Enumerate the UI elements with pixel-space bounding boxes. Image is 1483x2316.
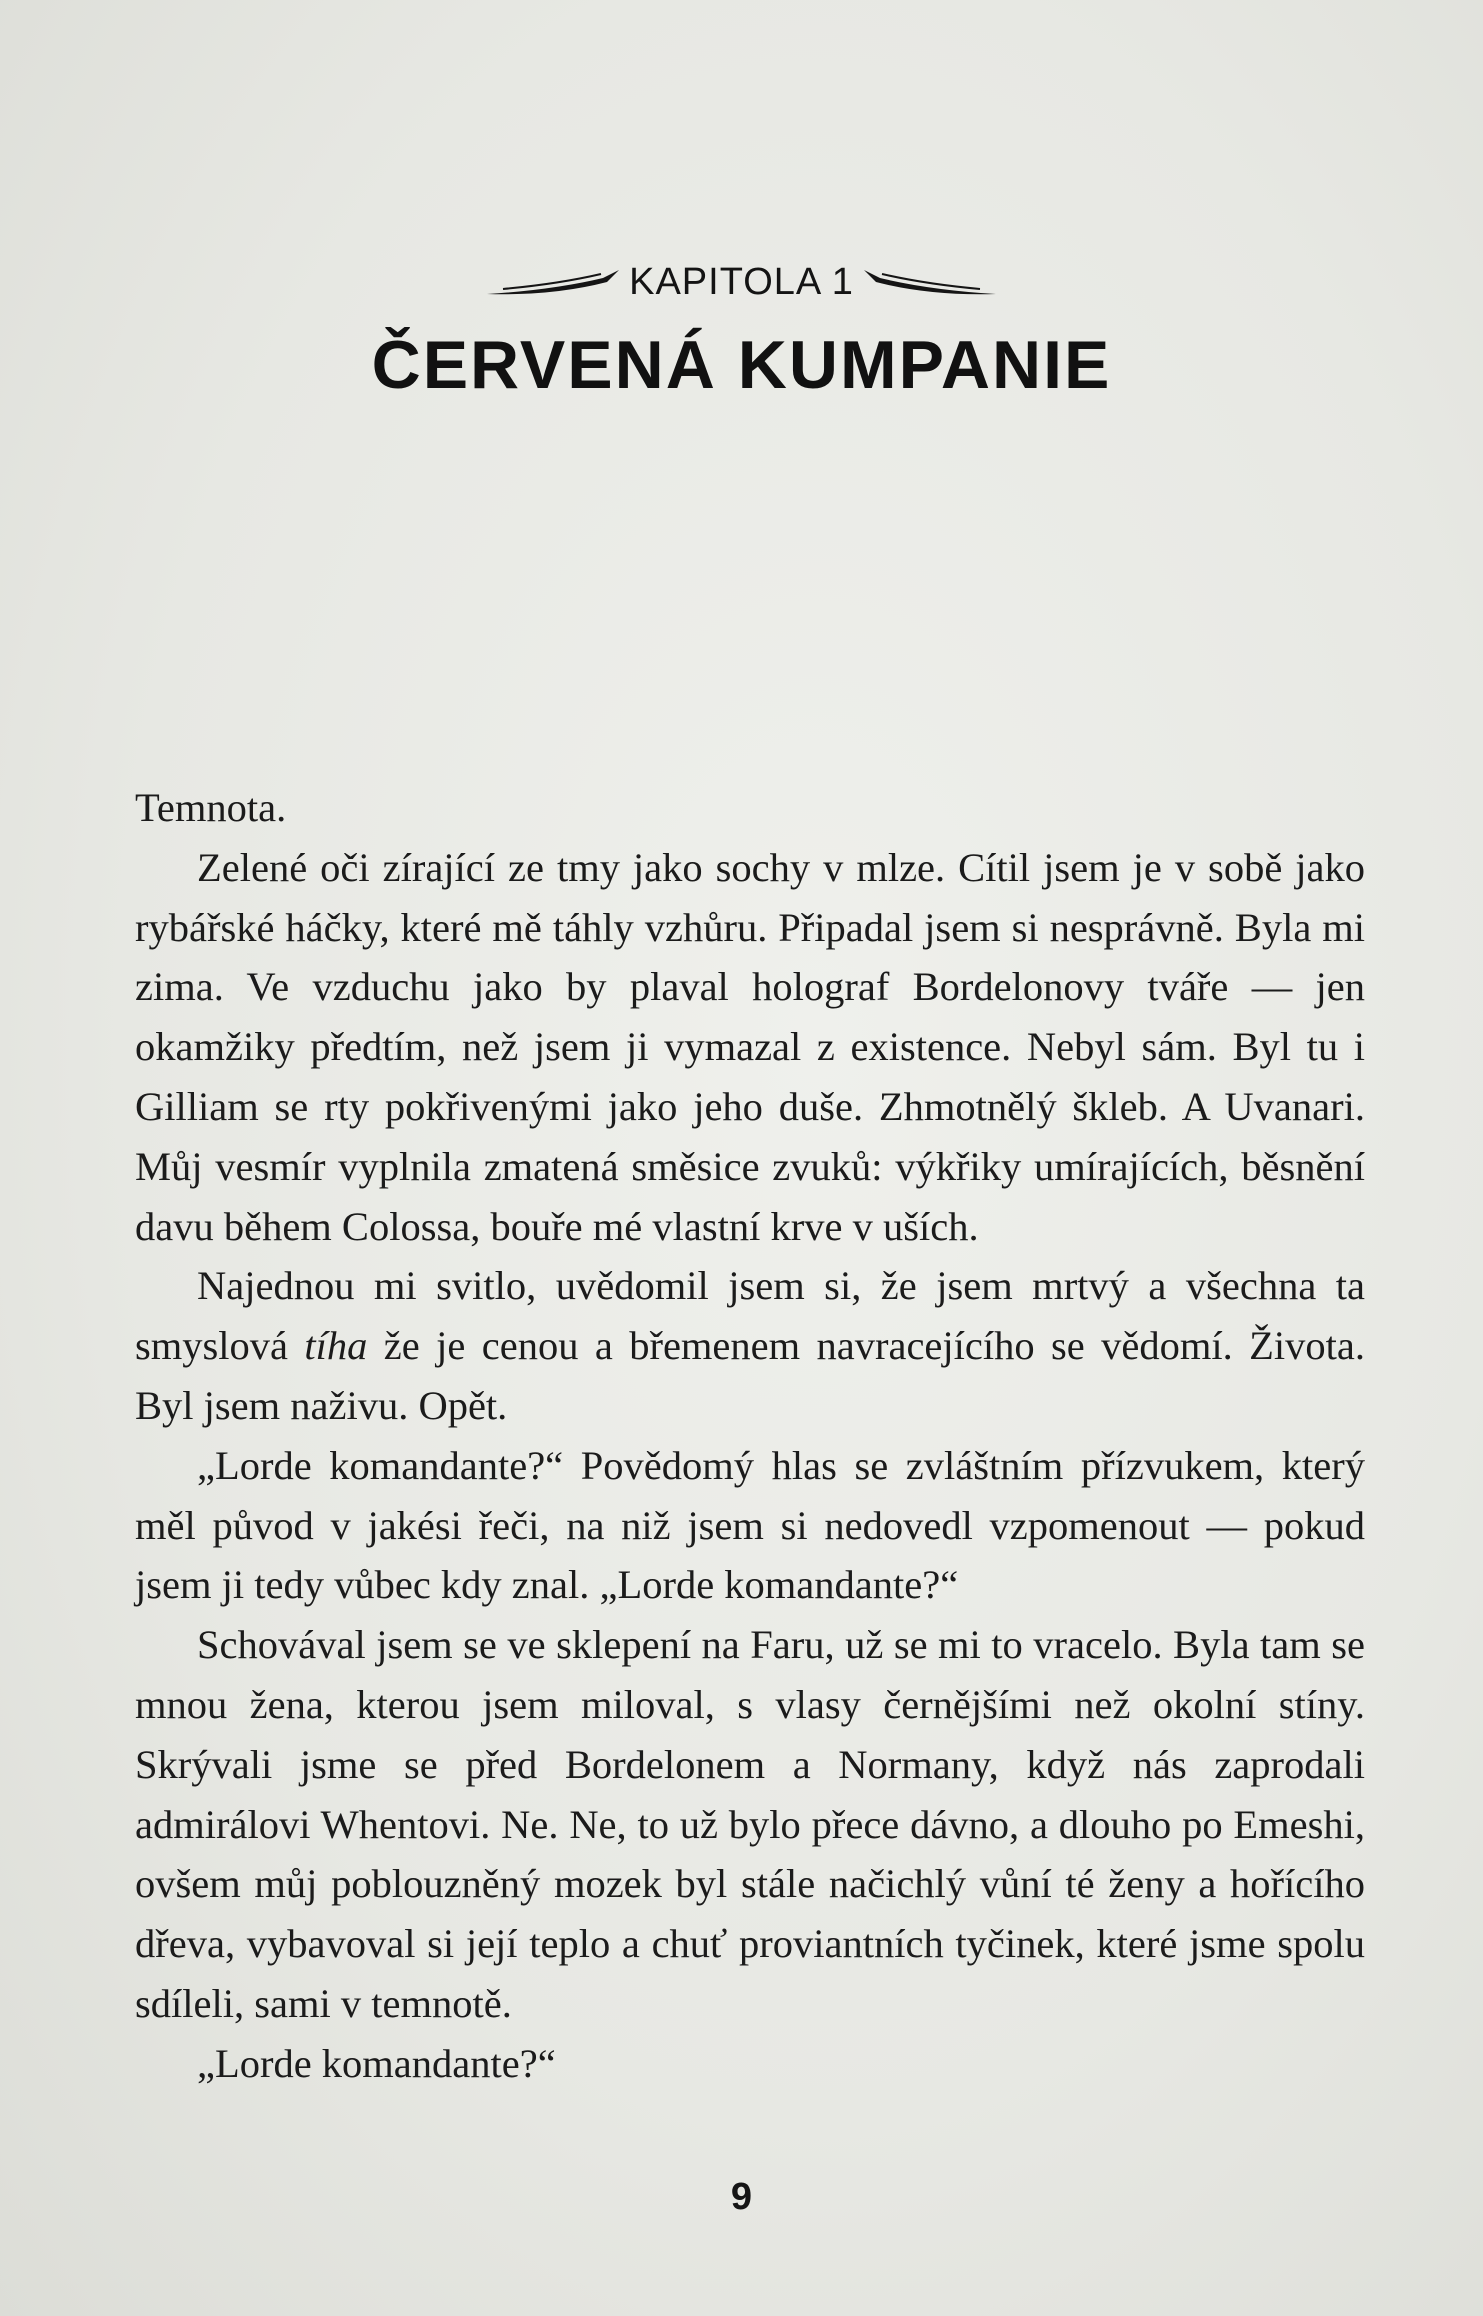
- page-number: 9: [730, 2176, 753, 2218]
- paragraph-1: Temnota.: [135, 785, 287, 830]
- chapter-header: [0, 252, 1483, 404]
- right-ornament-icon: [860, 264, 1000, 300]
- paragraph-4: „Lorde komandante?“ Povědomý hlas se zvláštním přízvukem, který měl původ v jakési řeči, na niž jsem si nedovedl vzpomenout — pokud jsem ji tedy vůbec kdy znal. „Lorde komandante?“: [135, 1442, 1365, 1608]
- paragraph-2: Zelené oči zírající ze tmy jako sochy v mlze. Cítil jsem je v sobě jako rybářské háčky, které mě táhly vzhůru. Připadal jsem si nesprávně. Byla mi zima. Ve vzduchu jako by plaval holograf Bordelonovy tváře — jen okamžiky předtím, než jsem ji vymazal z existence. Nebyl sám. Byl tu i Gilliam se rty pokřivenými jako jeho duše. Zhmotnělý škleb. A Uvanari. Můj vesmír vyplnila zmatená směsice zvuků: výkřiky umírajících, běsnění davu během Colossa, bouře mé vlastní krve v uších.: [135, 844, 1365, 1249]
- body-text: [135, 778, 1365, 2094]
- chapter-title: ČERVENÁ KUMPANIE: [371, 327, 1112, 403]
- paragraph-3-lead: Najednou mi svitlo, uvědomil jsem si, že jsem mrtvý a všechna ta smyslová: [135, 1263, 1365, 1369]
- paragraph-3-tail: že je cenou a břemenem navracejícího se vědomí. Života. Byl jsem naživu. Opět.: [135, 1323, 1365, 1428]
- left-ornament-icon: [483, 264, 623, 300]
- chapter-label-line: [0, 252, 1483, 312]
- paragraph-5: Schovával jsem se ve sklepení na Faru, už se mi to vracelo. Byla tam se mnou žena, kterou jsem miloval, s vlasy černějšími než okolní stíny. Skrývali jsme se před Bordelonem a Normany, když nás zaprodali admirálovi Whentovi. Ne. Ne, to už bylo přece dávno, a dlouho po Emeshi, ovšem můj poblouzněný mozek byl stále načichlý vůní té ženy a hořícího dřeva, vybavoval si její teplo a chuť proviantních tyčinek, které jsme spolu sdíleli, sami v temnotě.: [135, 1622, 1365, 2026]
- chapter-label: KAPITOLA 1: [629, 260, 854, 303]
- paragraph-6: „Lorde komandante?“: [197, 2040, 556, 2086]
- paragraph-3-emphasis: tíha: [304, 1323, 368, 1369]
- paragraph-3: [135, 1256, 1365, 1435]
